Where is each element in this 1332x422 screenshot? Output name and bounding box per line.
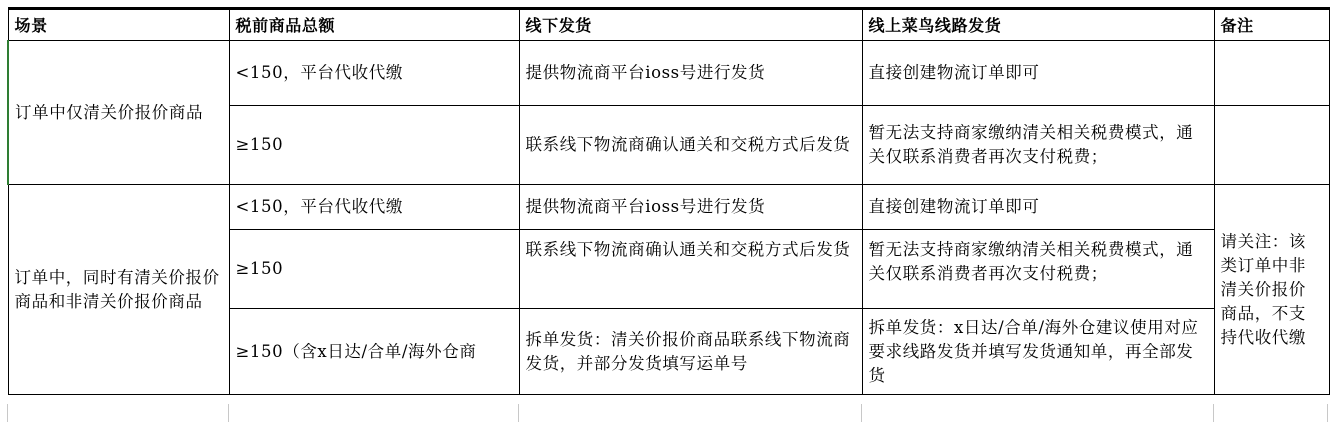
amount-cell[interactable]: <150，平台代收代缴 [229, 41, 519, 106]
offline-cell[interactable]: 提供物流商平台ioss号进行发货 [519, 185, 862, 230]
header-cell-amount[interactable]: 税前商品总额 [229, 9, 519, 41]
offline-cell[interactable]: 联系线下物流商确认通关和交税方式后发货 [519, 230, 862, 309]
online-cell[interactable]: 直接创建物流订单即可 [862, 185, 1214, 230]
online-cell[interactable]: 直接创建物流订单即可 [862, 41, 1214, 106]
note-cell[interactable] [1214, 106, 1329, 185]
scenario-cell[interactable]: 订单中仅清关价报价商品 [8, 41, 229, 185]
amount-cell[interactable]: ≥150（含x日达/合单/海外仓商 [229, 309, 519, 395]
online-cell[interactable]: 暂无法支持商家缴纳清关相关税费模式，通关仅联系消费者再次支付税费； [862, 106, 1214, 185]
amount-cell[interactable]: ≥150 [229, 230, 519, 309]
amount-cell[interactable]: ≥150 [229, 106, 519, 185]
spreadsheet-table [7, 7, 1330, 395]
header-cell-online[interactable]: 线上菜鸟线路发货 [862, 9, 1214, 41]
header-cell-offline[interactable]: 线下发货 [519, 9, 862, 41]
table-row [8, 185, 1329, 230]
scenario-cell[interactable]: 订单中，同时有清关价报价商品和非清关价报价商品 [8, 185, 229, 395]
header-row [8, 9, 1329, 41]
online-cell[interactable]: 暂无法支持商家缴纳清关相关税费模式，通关仅联系消费者再次支付税费； [862, 230, 1214, 309]
note-cell[interactable] [1214, 41, 1329, 106]
amount-cell[interactable]: <150，平台代收代缴 [229, 185, 519, 230]
table-row [8, 41, 1329, 106]
online-cell[interactable]: 拆单发货：x日达/合单/海外仓建议使用对应要求线路发货并填写发货通知单，再全部发货 [862, 309, 1214, 395]
offline-cell[interactable]: 提供物流商平台ioss号进行发货 [519, 41, 862, 106]
note-cell[interactable]: 请关注：该类订单中非清关价报价商品，不支持代收代缴 [1214, 185, 1329, 395]
offline-cell[interactable]: 联系线下物流商确认通关和交税方式后发货 [519, 106, 862, 185]
offline-cell[interactable]: 拆单发货：清关价报价商品联系线下物流商发货，并部分发货填写运单号 [519, 309, 862, 395]
header-cell-note[interactable]: 备注 [1214, 9, 1329, 41]
header-cell-scenario[interactable]: 场景 [8, 9, 229, 41]
empty-row-gridlines [7, 404, 1328, 422]
